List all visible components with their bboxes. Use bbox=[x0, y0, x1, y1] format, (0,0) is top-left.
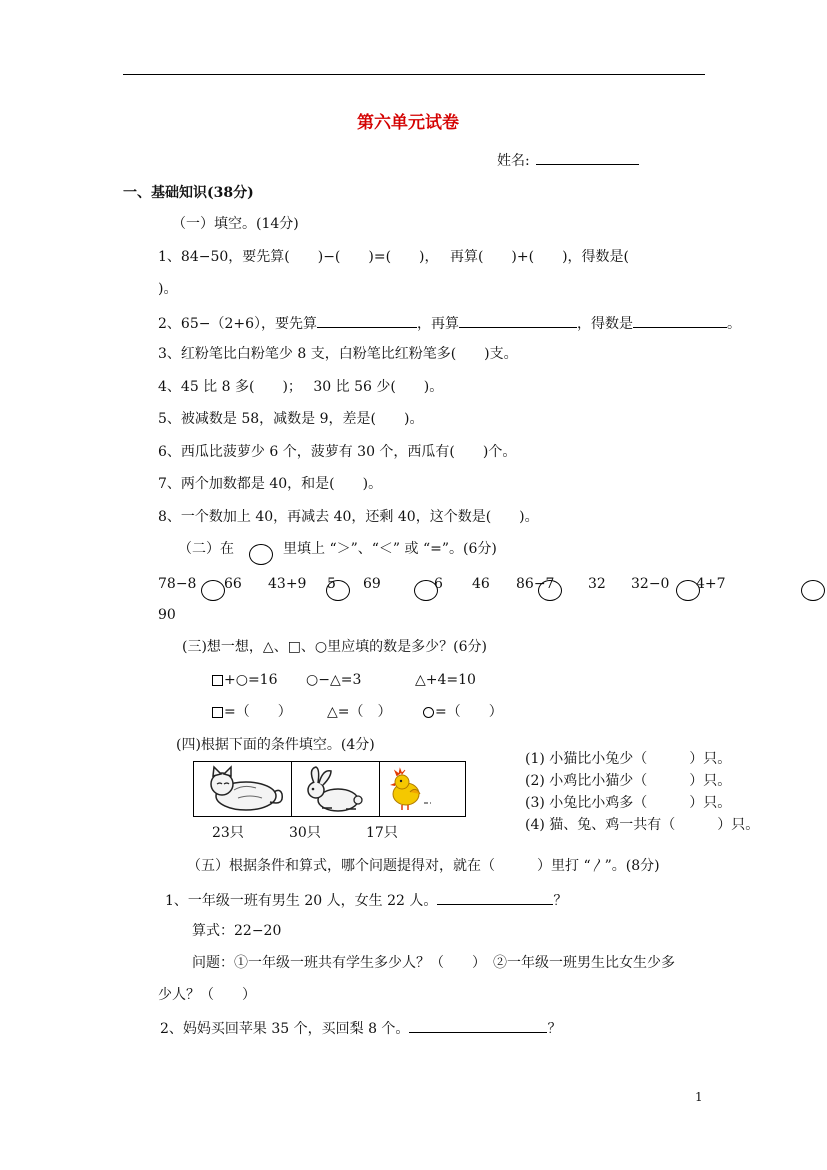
compare-circle[interactable] bbox=[801, 580, 825, 601]
cat-count: 23只 bbox=[212, 825, 244, 841]
question-5: 5、被减数是 58，减数是 9，差是( )。 bbox=[158, 411, 424, 427]
circle-icon bbox=[249, 544, 273, 565]
compare-circle[interactable] bbox=[326, 580, 350, 601]
answer-blank[interactable] bbox=[633, 313, 727, 328]
answer-square-text: =（ ） bbox=[224, 704, 292, 720]
fill-question-2: (2) 小鸡比小猫少（ ）只。 bbox=[525, 773, 732, 789]
answer-blank[interactable] bbox=[459, 313, 577, 328]
compare-expr: 6 bbox=[434, 576, 443, 592]
answer-square bbox=[212, 703, 292, 721]
question-mark: ？ bbox=[553, 893, 568, 909]
rabbit-cell bbox=[292, 762, 380, 816]
part5-heading: （五）根据条件和算式，哪个问题提得对，就在（ ）里打 “〳”。(8分) bbox=[187, 858, 660, 874]
part2-heading-b: 里填上 “＞”、“＜” 或 “=”。(6分) bbox=[283, 541, 497, 557]
animal-picture-table bbox=[193, 761, 466, 817]
name-blank[interactable] bbox=[536, 150, 639, 165]
part2-heading-a: （二）在 bbox=[178, 541, 234, 557]
fill-question-4: (4) 猫、兔、鸡一共有（ ）只。 bbox=[525, 817, 760, 833]
answer-blank[interactable] bbox=[317, 313, 417, 328]
rabbit-icon bbox=[292, 762, 378, 816]
compare-expr: 32 bbox=[588, 576, 606, 592]
compare-expr: 69 bbox=[363, 576, 381, 592]
chick-cell bbox=[380, 762, 465, 816]
chick-count: 17只 bbox=[366, 825, 398, 841]
compare-expr: 4+7 bbox=[696, 576, 726, 592]
page-number: 1 bbox=[695, 1090, 703, 1104]
circle-icon bbox=[423, 707, 434, 718]
square-icon bbox=[212, 707, 223, 718]
part3-heading: (三)想一想，△、□、○里应填的数是多少？(6分) bbox=[182, 639, 487, 655]
top-rule bbox=[123, 74, 705, 75]
answer-blank[interactable] bbox=[409, 1018, 547, 1033]
question-choices: 问题：①一年级一班共有学生多少人？（ ） ②一年级一班男生比女生少多 bbox=[192, 955, 675, 971]
question-2-text-d: 。 bbox=[727, 316, 741, 332]
compare-expr: 46 bbox=[472, 576, 490, 592]
question-choices-cont: 少人？（ ） bbox=[158, 987, 256, 1003]
answer-circle-text: =（ ） bbox=[435, 704, 503, 720]
answer-circle bbox=[422, 703, 503, 721]
section-heading: 一、基础知识(38分) bbox=[123, 185, 254, 201]
question-1-cont: )。 bbox=[158, 281, 178, 297]
formula: 算式：22−20 bbox=[192, 923, 282, 939]
question-4: 4、45 比 8 多( )； 30 比 56 少( )。 bbox=[158, 379, 444, 395]
page-title: 第六单元试卷 bbox=[357, 113, 459, 133]
rabbit-count: 30只 bbox=[289, 825, 321, 841]
question-1: 1、84−50，要先算( )−( )=( )， 再算( )+( )，得数是( bbox=[158, 249, 629, 265]
equation-3: △+4=10 bbox=[415, 672, 476, 688]
compare-circle[interactable] bbox=[201, 580, 225, 601]
question-7: 7、两个加数都是 40，和是( )。 bbox=[158, 476, 383, 492]
compare-expr: 78−8 bbox=[158, 576, 197, 592]
cat-icon bbox=[194, 762, 290, 816]
equation-1-text: +○=16 bbox=[224, 672, 278, 688]
word-problem-1 bbox=[165, 890, 567, 910]
question-2-text-a: 2、65−（2+6），要先算 bbox=[158, 316, 317, 332]
name-label: 姓名: bbox=[497, 153, 530, 169]
question-2 bbox=[158, 313, 741, 333]
question-mark: ？ bbox=[547, 1021, 562, 1037]
answer-triangle: △=（ ） bbox=[327, 704, 392, 720]
compare-expr: 86−7 bbox=[516, 576, 555, 592]
compare-expr: 43+9 bbox=[268, 576, 307, 592]
word-problem-2 bbox=[160, 1018, 561, 1038]
equation-1 bbox=[212, 671, 278, 689]
word-problem-2-text: 2、妈妈买回苹果 35 个，买回梨 8 个。 bbox=[160, 1021, 410, 1037]
question-3: 3、红粉笔比白粉笔少 8 支，白粉笔比红粉笔多( )支。 bbox=[158, 346, 518, 362]
question-8: 8、一个数加上 40，再减去 40，还剩 40，这个数是( )。 bbox=[158, 509, 539, 525]
fill-question-1: (1) 小猫比小兔少（ ）只。 bbox=[525, 751, 732, 767]
equation-2: ○−△=3 bbox=[306, 672, 362, 688]
question-2-text-b: ，再算 bbox=[417, 316, 459, 332]
part4-heading: (四)根据下面的条件填空。(4分) bbox=[176, 737, 375, 753]
compare-expr: 32−0 bbox=[631, 576, 670, 592]
chick-icon bbox=[380, 762, 465, 816]
compare-expr: 66 bbox=[224, 576, 242, 592]
part1-heading: （一）填空。(14分) bbox=[172, 216, 299, 232]
fill-question-3: (3) 小兔比小鸡多（ ）只。 bbox=[525, 795, 732, 811]
word-problem-1-text: 1、一年级一班有男生 20 人，女生 22 人。 bbox=[165, 893, 438, 909]
answer-blank[interactable] bbox=[437, 890, 553, 905]
question-6: 6、西瓜比菠萝少 6 个，菠萝有 30 个，西瓜有( )个。 bbox=[158, 444, 517, 460]
compare-circle[interactable] bbox=[538, 580, 562, 601]
compare-expr: 5 bbox=[327, 576, 336, 592]
cat-cell bbox=[194, 762, 292, 816]
compare-expr: 90 bbox=[158, 607, 176, 623]
question-2-text-c: ，得数是 bbox=[577, 316, 633, 332]
square-icon bbox=[212, 675, 223, 686]
compare-circle[interactable] bbox=[414, 580, 438, 601]
name-field bbox=[497, 150, 639, 170]
